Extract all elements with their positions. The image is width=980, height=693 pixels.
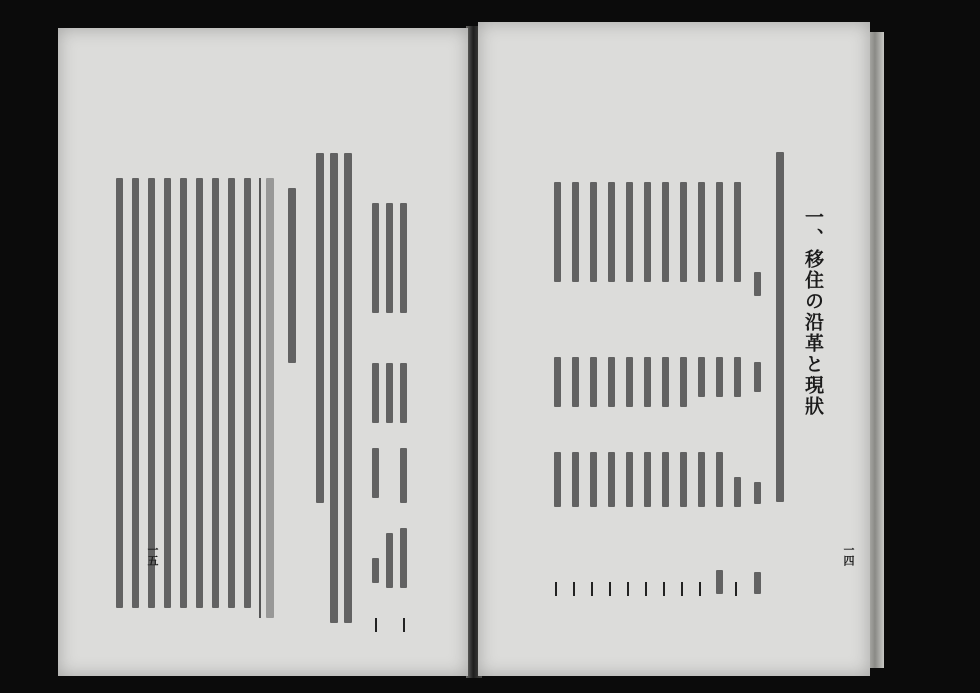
population-value <box>554 357 561 407</box>
table-row <box>132 178 139 608</box>
table-row <box>244 178 251 608</box>
number-column <box>386 363 393 423</box>
paragraph-line <box>330 153 338 623</box>
number-column <box>372 448 379 498</box>
intro-line <box>776 152 784 502</box>
increase-value <box>644 452 651 507</box>
dash-mark <box>375 618 377 632</box>
number-column <box>372 558 379 583</box>
open-book <box>40 18 880 680</box>
increase-value <box>572 452 579 507</box>
number-column <box>400 448 407 503</box>
population-value <box>572 357 579 407</box>
population-value <box>590 357 597 407</box>
table-row <box>228 178 235 608</box>
row-date <box>626 182 633 282</box>
text-column <box>372 203 379 313</box>
row-date <box>734 182 741 282</box>
table-row <box>212 178 219 608</box>
table-header-row <box>266 178 274 618</box>
table-row <box>180 178 187 608</box>
increase-value <box>554 452 561 507</box>
increase-value <box>662 452 669 507</box>
row-date <box>644 182 651 282</box>
increase-value <box>734 477 741 507</box>
header-year <box>754 272 761 296</box>
increase-value <box>590 452 597 507</box>
dash-mark <box>555 582 557 596</box>
paragraph-line <box>344 153 352 623</box>
dash-mark <box>645 582 647 596</box>
population-value <box>662 357 669 407</box>
population-value <box>698 357 705 397</box>
decrease-value <box>716 570 723 594</box>
dash-mark <box>403 618 405 632</box>
header-increase <box>754 482 761 504</box>
header-population <box>754 362 761 392</box>
table-row <box>196 178 203 608</box>
text-column <box>386 203 393 313</box>
dash-mark <box>735 582 737 596</box>
increase-value <box>608 452 615 507</box>
table-rule <box>259 178 261 618</box>
dash-mark <box>699 582 701 596</box>
number-column <box>372 363 379 423</box>
population-value <box>644 357 651 407</box>
number-column <box>400 363 407 423</box>
row-date <box>572 182 579 282</box>
population-value <box>734 357 741 397</box>
number-column <box>400 528 407 588</box>
dash-mark <box>609 582 611 596</box>
row-date <box>590 182 597 282</box>
increase-value <box>626 452 633 507</box>
table-heading <box>288 188 296 363</box>
row-date <box>662 182 669 282</box>
increase-value <box>698 452 705 507</box>
dash-mark <box>573 582 575 596</box>
table-row <box>116 178 123 608</box>
dash-mark <box>663 582 665 596</box>
row-date <box>680 182 687 282</box>
page-number: 一五 <box>146 544 159 566</box>
increase-value <box>716 452 723 507</box>
right-page <box>478 22 870 676</box>
row-date <box>608 182 615 282</box>
text-column <box>400 203 407 313</box>
increase-value <box>680 452 687 507</box>
dash-mark <box>627 582 629 596</box>
population-value <box>716 357 723 397</box>
header-decrease <box>754 572 761 594</box>
dash-mark <box>591 582 593 596</box>
number-column <box>386 533 393 588</box>
section-title: 一、移住の沿革と現狀 <box>802 207 824 417</box>
row-date <box>716 182 723 282</box>
paragraph-line <box>316 153 324 503</box>
dash-mark <box>681 582 683 596</box>
row-date <box>698 182 705 282</box>
table-row <box>164 178 171 608</box>
row-date <box>554 182 561 282</box>
population-value <box>608 357 615 407</box>
population-value <box>626 357 633 407</box>
left-page <box>58 28 468 676</box>
population-value <box>680 357 687 407</box>
page-number: 一四 <box>842 544 855 566</box>
